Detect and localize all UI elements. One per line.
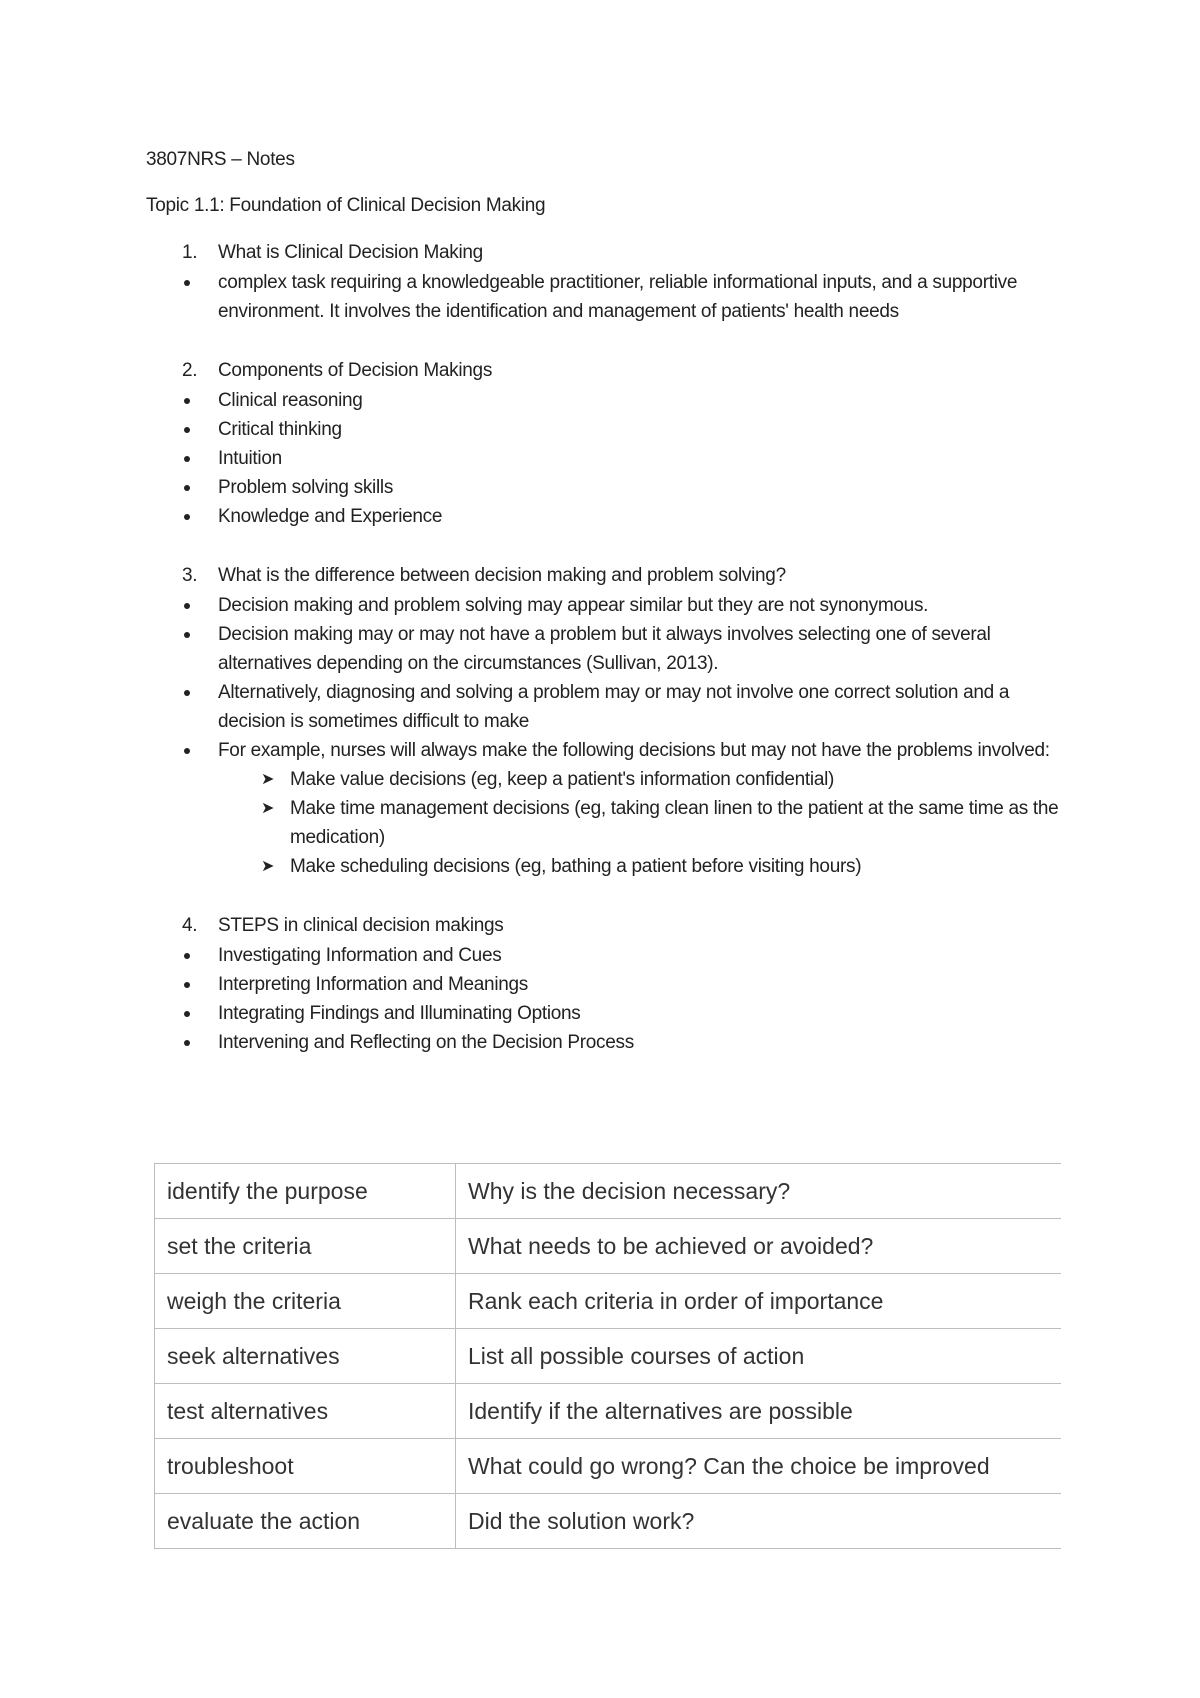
sub-bullet-text: Make scheduling decisions (eg, bathing a patient before visiting hours) bbox=[290, 856, 862, 877]
bullet-dot-icon bbox=[184, 1011, 190, 1017]
bullet-dot-icon bbox=[184, 603, 190, 609]
bullet-text: Problem solving skills bbox=[218, 477, 394, 498]
bullet-text: Decision making may or may not have a problem but it always involves selecting one of several alternatives depending on the circumstances (Sullivan, 2013). bbox=[218, 624, 991, 674]
bullet-dot-icon bbox=[184, 514, 190, 520]
bullet-dot-icon bbox=[184, 982, 190, 988]
bullet-text: Interpreting Information and Meanings bbox=[218, 974, 528, 995]
sub-bullet-item bbox=[146, 765, 1066, 794]
bullet-dot-icon bbox=[184, 456, 190, 462]
table-row bbox=[155, 1439, 1062, 1494]
document-title: 3807NRS – Notes bbox=[146, 149, 295, 170]
bullet-item bbox=[146, 736, 1066, 765]
section-heading-text: STEPS in clinical decision makings bbox=[218, 915, 504, 936]
bullet-item bbox=[146, 1028, 1066, 1057]
section-number: 1. bbox=[182, 242, 198, 263]
section bbox=[146, 356, 1066, 531]
bullet-text: Alternatively, diagnosing and solving a problem may or may not involve one correct solution and a decision is sometimes difficult to make bbox=[218, 682, 1010, 732]
bullet-item bbox=[146, 678, 1066, 736]
arrowhead-icon: ➤ bbox=[261, 800, 275, 817]
bullet-dot-icon bbox=[184, 1040, 190, 1046]
step-question-cell: Rank each criteria in order of importance bbox=[456, 1274, 1062, 1329]
bullet-dot-icon bbox=[184, 427, 190, 433]
step-question-cell: Why is the decision necessary? bbox=[456, 1164, 1062, 1219]
bullet-dot-icon bbox=[184, 748, 190, 754]
bullet-item bbox=[146, 620, 1066, 678]
bullet-text: Clinical reasoning bbox=[218, 390, 363, 411]
section-heading bbox=[146, 911, 1066, 941]
sub-bullet-text: Make time management decisions (eg, taking clean linen to the patient at the same time as the medication) bbox=[290, 798, 1059, 848]
table-row bbox=[155, 1164, 1062, 1219]
section bbox=[146, 561, 1066, 881]
bullet-item bbox=[146, 444, 1066, 473]
table-row bbox=[155, 1219, 1062, 1274]
table-row bbox=[155, 1494, 1062, 1549]
step-name-cell: test alternatives bbox=[155, 1384, 456, 1439]
bullet-item bbox=[146, 268, 1066, 326]
step-name-cell: identify the purpose bbox=[155, 1164, 456, 1219]
bullet-text: Investigating Information and Cues bbox=[218, 945, 502, 966]
step-name-cell: set the criteria bbox=[155, 1219, 456, 1274]
bullet-dot-icon bbox=[184, 690, 190, 696]
section-heading-text: What is the difference between decision making and problem solving? bbox=[218, 565, 786, 586]
step-name-cell: weigh the criteria bbox=[155, 1274, 456, 1329]
bullet-text: For example, nurses will always make the following decisions but may not have the problems involved: bbox=[218, 740, 1050, 761]
decision-steps-table bbox=[154, 1163, 1061, 1549]
section bbox=[146, 238, 1066, 326]
bullet-dot-icon bbox=[184, 953, 190, 959]
table-row bbox=[155, 1329, 1062, 1384]
step-name-cell: evaluate the action bbox=[155, 1494, 456, 1549]
notes-sections bbox=[146, 238, 1066, 1087]
arrowhead-icon: ➤ bbox=[261, 771, 275, 788]
bullet-text: Integrating Findings and Illuminating Options bbox=[218, 1003, 581, 1024]
step-question-cell: Did the solution work? bbox=[456, 1494, 1062, 1549]
bullet-item bbox=[146, 591, 1066, 620]
bullet-text: Knowledge and Experience bbox=[218, 506, 443, 527]
section-heading bbox=[146, 561, 1066, 591]
step-name-cell: seek alternatives bbox=[155, 1329, 456, 1384]
bullet-text: Decision making and problem solving may appear similar but they are not synonymous. bbox=[218, 595, 929, 616]
section-heading-text: Components of Decision Makings bbox=[218, 360, 493, 381]
section-heading bbox=[146, 356, 1066, 386]
section-heading bbox=[146, 238, 1066, 268]
bullet-text: complex task requiring a knowledgeable practitioner, reliable informational inputs, and a supportive environment. It involves the identification and management of patients' health needs bbox=[218, 272, 1018, 322]
step-question-cell: List all possible courses of action bbox=[456, 1329, 1062, 1384]
bullet-dot-icon bbox=[184, 398, 190, 404]
bullet-item bbox=[146, 941, 1066, 970]
section-number: 2. bbox=[182, 360, 198, 381]
section bbox=[146, 911, 1066, 1057]
sub-bullet-item bbox=[146, 852, 1066, 881]
topic-heading: Topic 1.1: Foundation of Clinical Decision Making bbox=[146, 195, 546, 216]
bullet-item bbox=[146, 999, 1066, 1028]
step-question-cell: Identify if the alternatives are possible bbox=[456, 1384, 1062, 1439]
step-question-cell: What needs to be achieved or avoided? bbox=[456, 1219, 1062, 1274]
table-row bbox=[155, 1384, 1062, 1439]
bullet-text: Critical thinking bbox=[218, 419, 342, 440]
step-question-cell: What could go wrong? Can the choice be improved bbox=[456, 1439, 1062, 1494]
bullet-text: Intuition bbox=[218, 448, 282, 469]
bullet-dot-icon bbox=[184, 280, 190, 286]
sub-bullet-text: Make value decisions (eg, keep a patient's information confidential) bbox=[290, 769, 835, 790]
sub-bullet-item bbox=[146, 794, 1066, 852]
step-name-cell: troubleshoot bbox=[155, 1439, 456, 1494]
section-number: 4. bbox=[182, 915, 198, 936]
bullet-item bbox=[146, 502, 1066, 531]
bullet-item bbox=[146, 970, 1066, 999]
bullet-dot-icon bbox=[184, 632, 190, 638]
bullet-item bbox=[146, 386, 1066, 415]
section-number: 3. bbox=[182, 565, 198, 586]
arrowhead-icon: ➤ bbox=[261, 858, 275, 875]
bullet-text: Intervening and Reflecting on the Decision Process bbox=[218, 1032, 634, 1053]
table-row bbox=[155, 1274, 1062, 1329]
bullet-dot-icon bbox=[184, 485, 190, 491]
section-heading-text: What is Clinical Decision Making bbox=[218, 242, 483, 263]
bullet-item bbox=[146, 415, 1066, 444]
bullet-item bbox=[146, 473, 1066, 502]
